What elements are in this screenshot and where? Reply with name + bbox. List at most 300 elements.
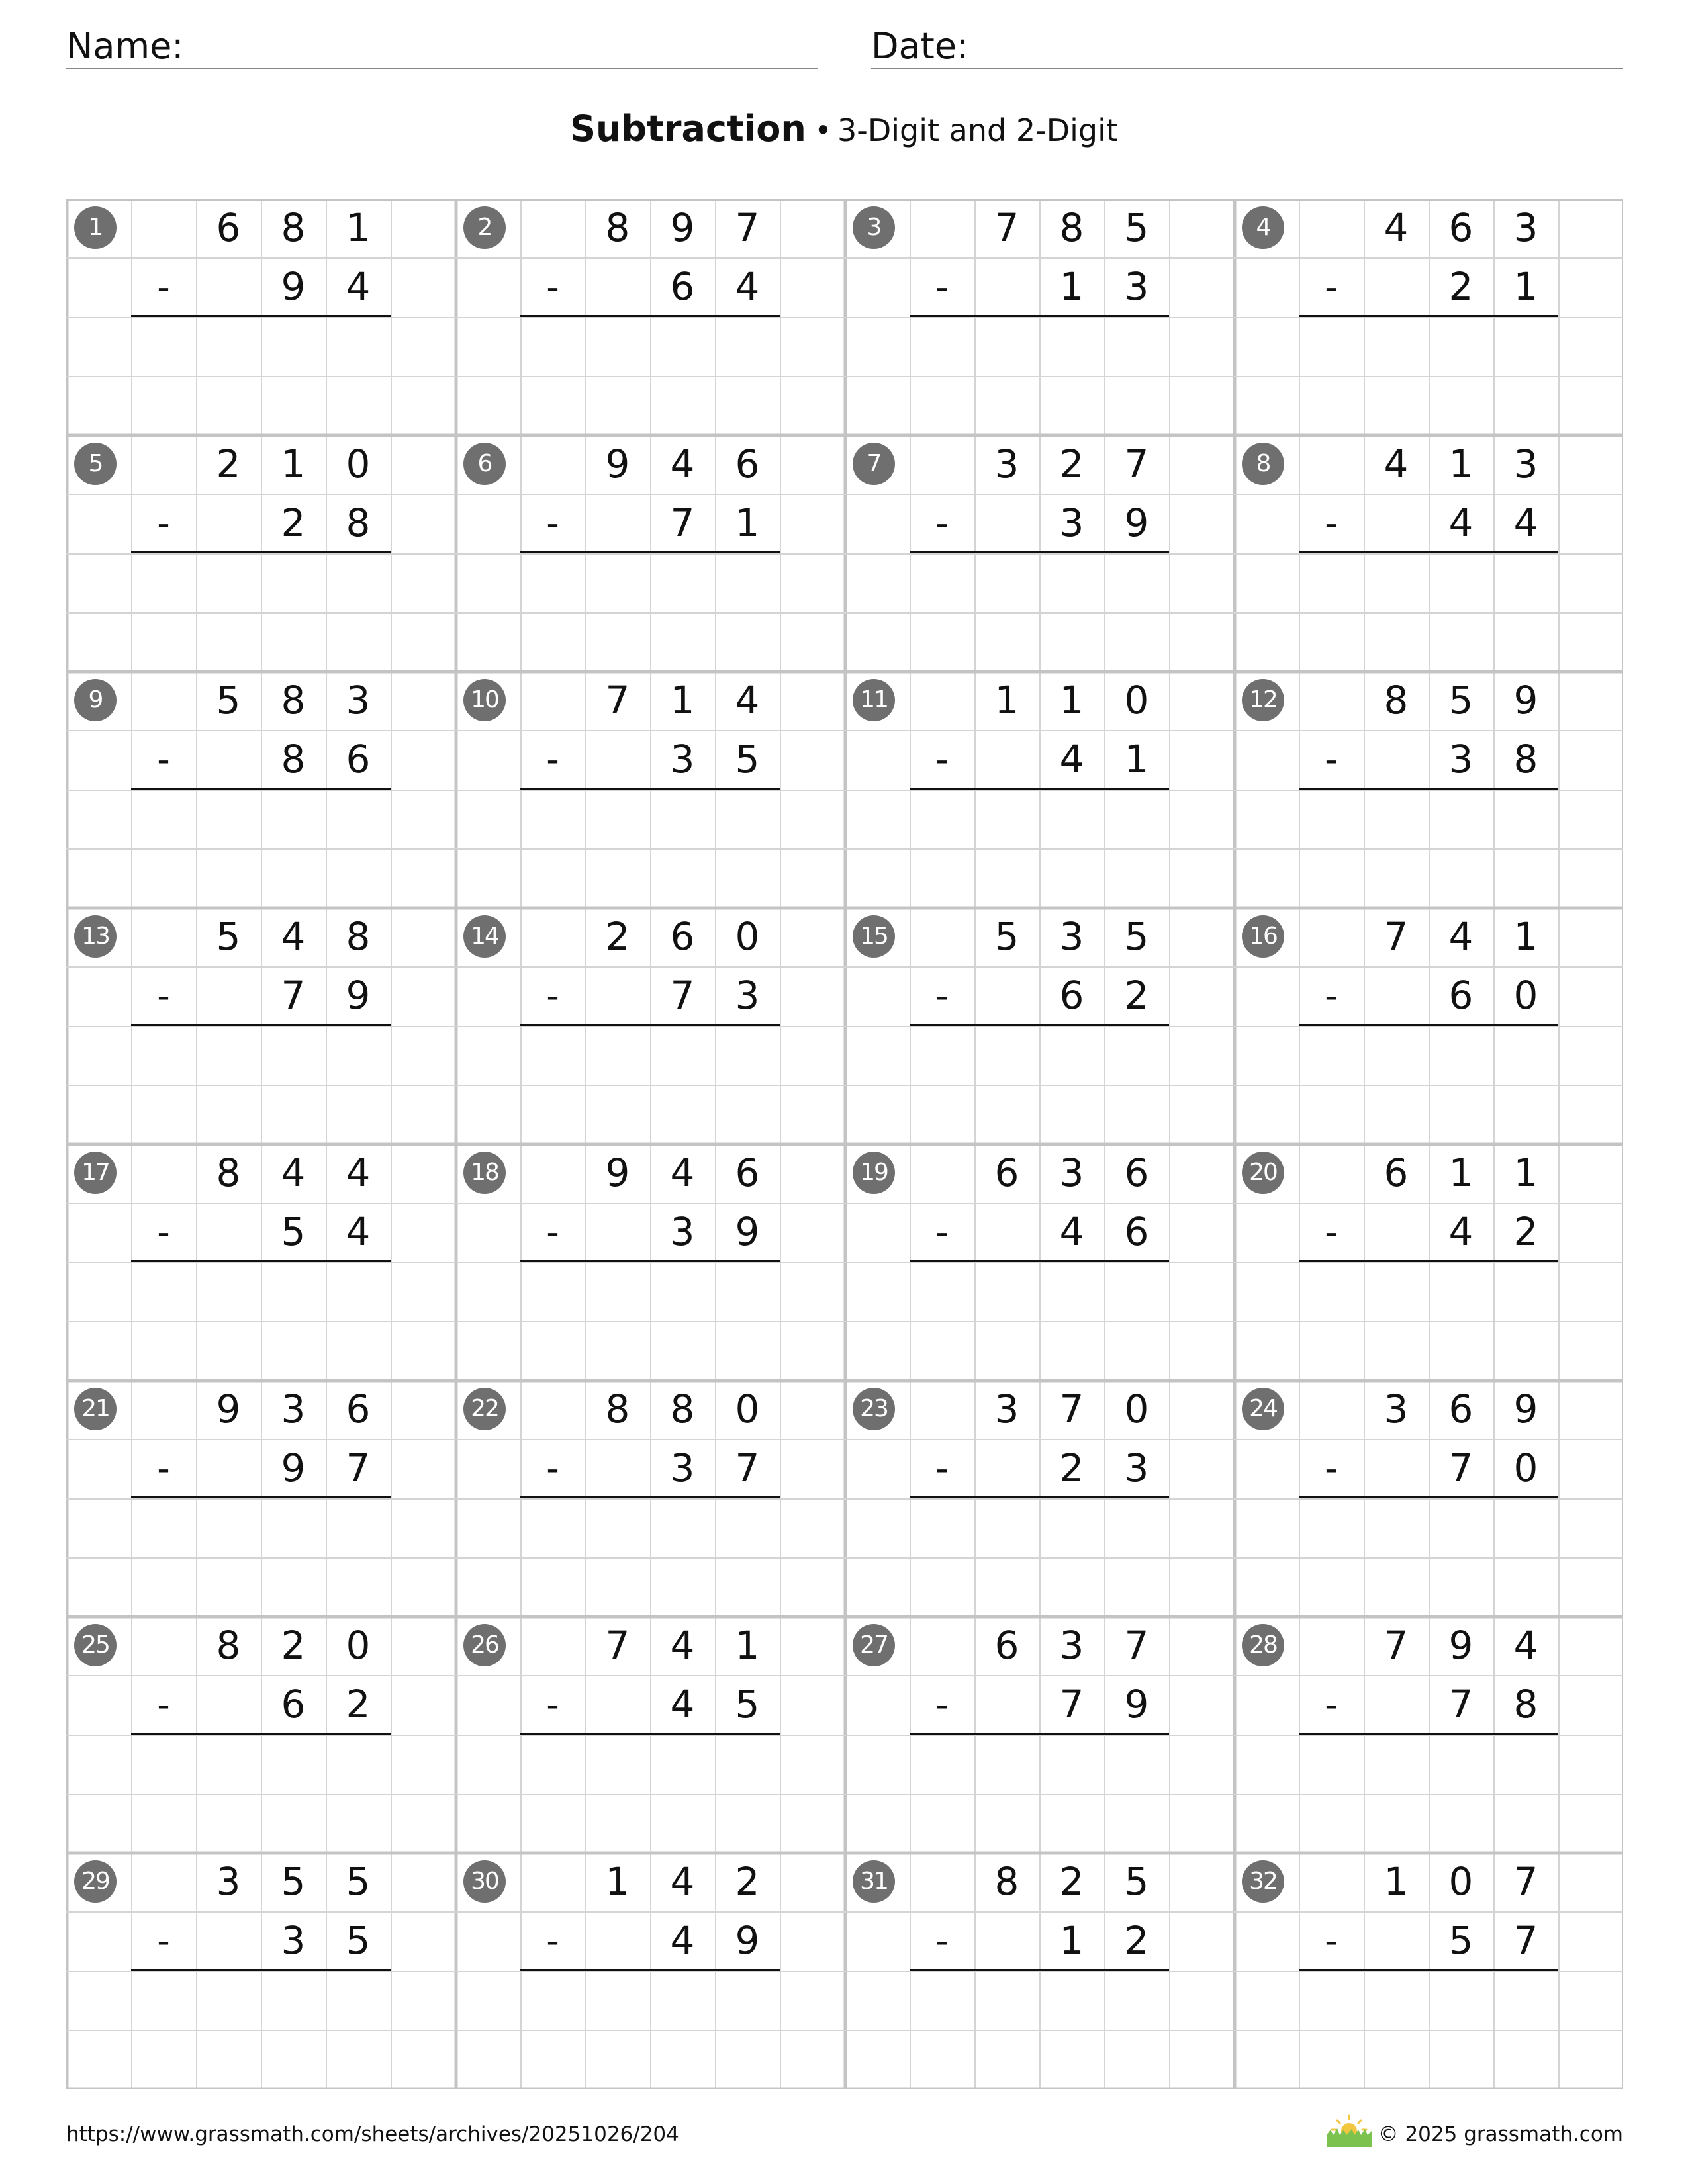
subtrahend-digit: 5 [735, 1682, 760, 1727]
problem-number-badge: 22 [463, 1388, 506, 1430]
minuend-digit: 3 [346, 678, 371, 723]
problem-18 [455, 1144, 845, 1380]
subtrahend-digit: 4 [1059, 737, 1084, 782]
minuend-digit: 8 [605, 205, 630, 250]
minuend-digit: 2 [605, 914, 630, 959]
minuend-digit: 7 [1124, 1623, 1149, 1668]
subtrahend-digit: 3 [735, 973, 760, 1018]
minuend-digit: 1 [1059, 678, 1084, 723]
answer-area[interactable] [520, 1262, 780, 1381]
problem-number-badge: 17 [74, 1152, 117, 1194]
subtrahend-digit: 3 [670, 737, 695, 782]
minuend-digit: 4 [281, 1150, 306, 1195]
minus-sign: - [157, 1447, 170, 1489]
problem-number-badge: 18 [463, 1152, 506, 1194]
name-label: Name: [66, 25, 184, 67]
problem-1 [66, 199, 455, 435]
problem-number-badge: 2 [463, 206, 506, 249]
answer-area[interactable] [910, 790, 1169, 908]
subtrahend-digit: 4 [1059, 1209, 1084, 1254]
subtrahend-digit: 3 [281, 1918, 306, 1963]
problem-number-badge: 32 [1242, 1860, 1284, 1903]
problem-7 [845, 435, 1234, 671]
minuend-digit: 1 [605, 1859, 630, 1904]
answer-area[interactable] [910, 317, 1169, 435]
subtrahend-digit: 2 [346, 1682, 371, 1727]
answer-area[interactable] [520, 1498, 780, 1617]
minus-sign: - [157, 975, 170, 1017]
footer-copyright: © 2025 grassmath.com [1378, 2122, 1623, 2146]
subtrahend-digit: 2 [1513, 1209, 1538, 1254]
problem-number-badge: 8 [1242, 443, 1284, 485]
subtrahend-digit: 6 [670, 264, 695, 309]
problem-14 [455, 907, 845, 1144]
date-field-line[interactable] [871, 68, 1623, 69]
answer-area[interactable] [1299, 1735, 1558, 1853]
problem-number-badge: 6 [463, 443, 506, 485]
answer-area[interactable] [910, 1262, 1169, 1381]
problem-number-badge: 25 [74, 1624, 117, 1666]
answer-area[interactable] [131, 317, 391, 435]
answer-area[interactable] [910, 1971, 1169, 2089]
minuend-digit: 9 [1513, 678, 1538, 723]
worksheet-grid [66, 199, 1623, 2089]
answer-area[interactable] [131, 1498, 391, 1617]
minuend-digit: 9 [216, 1387, 241, 1432]
subtrahend-digit: 4 [1448, 500, 1474, 545]
subtrahend-digit: 9 [735, 1918, 760, 1963]
minuend-digit: 9 [1513, 1387, 1538, 1432]
minus-sign: - [1325, 266, 1338, 308]
minus-sign: - [935, 1920, 949, 1962]
minus-sign: - [546, 266, 559, 308]
subtrahend-digit: 4 [346, 1209, 371, 1254]
subtrahend-digit: 7 [281, 973, 306, 1018]
problem-10 [455, 671, 845, 907]
minuend-digit: 8 [216, 1623, 241, 1668]
minuend-digit: 8 [216, 1150, 241, 1195]
minus-sign: - [1325, 739, 1338, 780]
minuend-digit: 7 [1383, 914, 1409, 959]
problem-24 [1234, 1380, 1623, 1616]
problem-30 [455, 1852, 845, 2089]
problem-3 [845, 199, 1234, 435]
subtrahend-digit: 2 [1124, 973, 1149, 1018]
minus-sign: - [157, 266, 170, 308]
subtrahend-digit: 3 [670, 1445, 695, 1490]
problem-number-badge: 5 [74, 443, 117, 485]
minus-sign: - [1325, 1920, 1338, 1962]
problem-32 [1234, 1852, 1623, 2089]
minuend-digit: 2 [1059, 441, 1084, 486]
minuend-digit: 9 [605, 1150, 630, 1195]
answer-area[interactable] [910, 1735, 1169, 1853]
footer-url: https://www.grassmath.com/sheets/archives/20251026/204 [66, 2122, 679, 2146]
minuend-digit: 9 [605, 441, 630, 486]
subtrahend-digit: 2 [1448, 264, 1474, 309]
minuend-digit: 9 [1448, 1623, 1474, 1668]
problem-16 [1234, 907, 1623, 1144]
minus-sign: - [1325, 1684, 1338, 1725]
subtrahend-digit: 4 [735, 264, 760, 309]
minuend-digit: 5 [1124, 205, 1149, 250]
minuend-digit: 0 [1448, 1859, 1474, 1904]
answer-area[interactable] [1299, 1026, 1558, 1144]
problem-number-badge: 3 [853, 206, 895, 249]
answer-area[interactable] [1299, 1971, 1558, 2089]
problem-27 [845, 1616, 1234, 1852]
subtrahend-digit: 1 [1513, 264, 1538, 309]
minus-sign: - [1325, 1211, 1338, 1253]
problem-number-badge: 24 [1242, 1388, 1284, 1430]
minuend-digit: 9 [670, 205, 695, 250]
subtrahend-digit: 0 [1513, 1445, 1538, 1490]
minuend-digit: 4 [281, 914, 306, 959]
subtrahend-digit: 4 [670, 1918, 695, 1963]
subtrahend-digit: 5 [735, 737, 760, 782]
minuend-digit: 5 [1124, 914, 1149, 959]
minuend-digit: 8 [994, 1859, 1019, 1904]
answer-area[interactable] [131, 1262, 391, 1381]
subtrahend-digit: 3 [1124, 264, 1149, 309]
problem-number-badge: 15 [853, 915, 895, 958]
subtrahend-digit: 9 [735, 1209, 760, 1254]
minuend-digit: 0 [1124, 1387, 1149, 1432]
subtrahend-digit: 3 [1448, 737, 1474, 782]
problem-17 [66, 1144, 455, 1380]
minuend-digit: 3 [1059, 1623, 1084, 1668]
minus-sign: - [1325, 1447, 1338, 1489]
minuend-digit: 8 [1383, 678, 1409, 723]
subtrahend-digit: 3 [1059, 500, 1084, 545]
minuend-digit: 3 [216, 1859, 241, 1904]
problem-number-badge: 19 [853, 1152, 895, 1194]
subtrahend-digit: 4 [1448, 1209, 1474, 1254]
minuend-digit: 1 [670, 678, 695, 723]
minuend-digit: 1 [346, 205, 371, 250]
minuend-digit: 8 [346, 914, 371, 959]
answer-area[interactable] [910, 1498, 1169, 1617]
minuend-digit: 7 [1124, 441, 1149, 486]
subtrahend-digit: 5 [281, 1209, 306, 1254]
problem-29 [66, 1852, 455, 2089]
minuend-digit: 1 [1513, 1150, 1538, 1195]
problem-number-badge: 7 [853, 443, 895, 485]
answer-area[interactable] [910, 1026, 1169, 1144]
answer-area[interactable] [520, 790, 780, 908]
problem-26 [455, 1616, 845, 1852]
answer-area[interactable] [131, 1735, 391, 1853]
problem-number-badge: 23 [853, 1388, 895, 1430]
minuend-digit: 4 [735, 678, 760, 723]
minuend-digit: 6 [994, 1150, 1019, 1195]
minuend-digit: 3 [1383, 1387, 1409, 1432]
minuend-digit: 0 [1124, 678, 1149, 723]
minus-sign: - [935, 1211, 949, 1253]
problem-number-badge: 20 [1242, 1152, 1284, 1194]
minuend-digit: 7 [605, 678, 630, 723]
problem-23 [845, 1380, 1234, 1616]
subtrahend-digit: 4 [346, 264, 371, 309]
minuend-digit: 5 [1124, 1859, 1149, 1904]
answer-area[interactable] [520, 553, 780, 672]
subtrahend-digit: 9 [1124, 1682, 1149, 1727]
minuend-digit: 3 [1059, 1150, 1084, 1195]
minuend-digit: 7 [1383, 1623, 1409, 1668]
minus-sign: - [935, 502, 949, 544]
minuend-digit: 6 [1124, 1150, 1149, 1195]
answer-area[interactable] [1299, 1262, 1558, 1381]
subtrahend-digit: 8 [346, 500, 371, 545]
date-label: Date: [871, 25, 969, 67]
answer-area[interactable] [131, 553, 391, 672]
problem-12 [1234, 671, 1623, 907]
problem-number-badge: 10 [463, 679, 506, 721]
title-main: Subtraction [570, 108, 806, 150]
problem-13 [66, 907, 455, 1144]
minuend-digit: 0 [346, 1623, 371, 1668]
minus-sign: - [546, 1684, 559, 1725]
subtrahend-digit: 6 [1059, 973, 1084, 1018]
answer-area[interactable] [1299, 553, 1558, 672]
subtrahend-digit: 0 [1513, 973, 1538, 1018]
minuend-digit: 3 [994, 1387, 1019, 1432]
minuend-digit: 5 [346, 1859, 371, 1904]
subtrahend-digit: 7 [1448, 1445, 1474, 1490]
minuend-digit: 3 [1059, 914, 1084, 959]
name-field-line[interactable] [66, 68, 818, 69]
minuend-digit: 1 [1513, 914, 1538, 959]
subtrahend-digit: 1 [1059, 1918, 1084, 1963]
minuend-digit: 6 [735, 1150, 760, 1195]
minuend-digit: 2 [281, 1623, 306, 1668]
problem-number-badge: 9 [74, 679, 117, 721]
minuend-digit: 3 [1513, 441, 1538, 486]
minuend-digit: 4 [1383, 205, 1409, 250]
subtrahend-digit: 8 [1513, 737, 1538, 782]
problem-number-badge: 31 [853, 1860, 895, 1903]
subtrahend-digit: 7 [670, 500, 695, 545]
subtrahend-digit: 6 [1448, 973, 1474, 1018]
minuend-digit: 5 [281, 1859, 306, 1904]
minuend-digit: 5 [1448, 678, 1474, 723]
subtrahend-digit: 2 [1059, 1445, 1084, 1490]
answer-area[interactable] [131, 1971, 391, 2089]
minuend-digit: 4 [346, 1150, 371, 1195]
title-separator: • [814, 113, 832, 148]
minuend-digit: 4 [670, 1150, 695, 1195]
problem-11 [845, 671, 1234, 907]
problem-21 [66, 1380, 455, 1616]
answer-area[interactable] [131, 1026, 391, 1144]
minuend-digit: 3 [994, 441, 1019, 486]
minuend-digit: 4 [1448, 914, 1474, 959]
minuend-digit: 4 [1383, 441, 1409, 486]
minuend-digit: 7 [994, 205, 1019, 250]
minuend-digit: 1 [1383, 1859, 1409, 1904]
minuend-digit: 6 [670, 914, 695, 959]
problem-9 [66, 671, 455, 907]
problem-31 [845, 1852, 1234, 2089]
minus-sign: - [935, 739, 949, 780]
minuend-digit: 5 [216, 914, 241, 959]
answer-area[interactable] [1299, 790, 1558, 908]
subtrahend-digit: 2 [1124, 1918, 1149, 1963]
subtrahend-digit: 3 [1124, 1445, 1149, 1490]
subtrahend-digit: 1 [1059, 264, 1084, 309]
minuend-digit: 1 [1448, 1150, 1474, 1195]
minuend-digit: 5 [994, 914, 1019, 959]
minuend-digit: 1 [281, 441, 306, 486]
subtrahend-digit: 7 [670, 973, 695, 1018]
subtrahend-digit: 6 [1124, 1209, 1149, 1254]
subtrahend-digit: 9 [281, 1445, 306, 1490]
answer-area[interactable] [131, 790, 391, 908]
subtrahend-digit: 9 [1124, 500, 1149, 545]
problem-number-badge: 4 [1242, 206, 1284, 249]
answer-area[interactable] [520, 317, 780, 435]
minus-sign: - [157, 1211, 170, 1253]
minus-sign: - [157, 739, 170, 780]
minus-sign: - [546, 975, 559, 1017]
subtrahend-digit: 1 [1124, 737, 1149, 782]
subtrahend-digit: 7 [1513, 1918, 1538, 1963]
minuend-digit: 6 [735, 441, 760, 486]
problem-4 [1234, 199, 1623, 435]
problem-number-badge: 1 [74, 206, 117, 249]
minuend-digit: 3 [281, 1387, 306, 1432]
problem-number-badge: 27 [853, 1624, 895, 1666]
problem-number-badge: 13 [74, 915, 117, 958]
minuend-digit: 4 [670, 441, 695, 486]
minuend-digit: 7 [605, 1623, 630, 1668]
minuend-digit: 6 [346, 1387, 371, 1432]
problem-8 [1234, 435, 1623, 671]
page-title [0, 106, 1688, 161]
problem-5 [66, 435, 455, 671]
minus-sign: - [546, 1920, 559, 1962]
subtrahend-digit: 6 [346, 737, 371, 782]
subtrahend-digit: 2 [281, 500, 306, 545]
subtrahend-digit: 4 [670, 1682, 695, 1727]
minuend-digit: 2 [735, 1859, 760, 1904]
minuend-digit: 6 [1448, 1387, 1474, 1432]
minuend-digit: 0 [735, 1387, 760, 1432]
minus-sign: - [935, 266, 949, 308]
subtrahend-digit: 3 [670, 1209, 695, 1254]
problem-15 [845, 907, 1234, 1144]
minus-sign: - [546, 1211, 559, 1253]
answer-area[interactable] [1299, 317, 1558, 435]
title-subtitle: 3-Digit and 2-Digit [837, 113, 1118, 148]
minuend-digit: 0 [735, 914, 760, 959]
answer-area[interactable] [910, 553, 1169, 672]
minuend-digit: 5 [216, 678, 241, 723]
minus-sign: - [546, 1447, 559, 1489]
subtrahend-digit: 7 [346, 1445, 371, 1490]
minuend-digit: 4 [670, 1623, 695, 1668]
minuend-digit: 3 [1513, 205, 1538, 250]
minus-sign: - [157, 502, 170, 544]
subtrahend-digit: 5 [1448, 1918, 1474, 1963]
minus-sign: - [935, 1447, 949, 1489]
minus-sign: - [935, 975, 949, 1017]
problem-number-badge: 14 [463, 915, 506, 958]
minuend-digit: 4 [1513, 1623, 1538, 1668]
subtrahend-digit: 9 [346, 973, 371, 1018]
minuend-digit: 8 [281, 205, 306, 250]
minuend-digit: 7 [1513, 1859, 1538, 1904]
subtrahend-digit: 7 [1059, 1682, 1084, 1727]
answer-area[interactable] [520, 1971, 780, 2089]
minuend-digit: 6 [1383, 1150, 1409, 1195]
subtrahend-digit: 8 [1513, 1682, 1538, 1727]
problem-number-badge: 28 [1242, 1624, 1284, 1666]
minuend-digit: 7 [1059, 1387, 1084, 1432]
minuend-digit: 8 [281, 678, 306, 723]
subtrahend-digit: 5 [346, 1918, 371, 1963]
minuend-digit: 8 [605, 1387, 630, 1432]
problem-19 [845, 1144, 1234, 1380]
minuend-digit: 2 [1059, 1859, 1084, 1904]
minuend-digit: 6 [994, 1623, 1019, 1668]
problem-28 [1234, 1616, 1623, 1852]
minus-sign: - [935, 1684, 949, 1725]
minuend-digit: 1 [994, 678, 1019, 723]
minuend-digit: 0 [346, 441, 371, 486]
problem-25 [66, 1616, 455, 1852]
problem-number-badge: 29 [74, 1860, 117, 1903]
minus-sign: - [546, 739, 559, 780]
minus-sign: - [1325, 975, 1338, 1017]
minuend-digit: 1 [1448, 441, 1474, 486]
minuend-digit: 6 [216, 205, 241, 250]
problem-number-badge: 30 [463, 1860, 506, 1903]
subtrahend-digit: 1 [735, 500, 760, 545]
minuend-digit: 4 [670, 1859, 695, 1904]
minuend-digit: 6 [1448, 205, 1474, 250]
minus-sign: - [546, 502, 559, 544]
answer-area[interactable] [520, 1735, 780, 1853]
problem-number-badge: 26 [463, 1624, 506, 1666]
answer-area[interactable] [520, 1026, 780, 1144]
problem-20 [1234, 1144, 1623, 1380]
subtrahend-digit: 8 [281, 737, 306, 782]
subtrahend-digit: 7 [735, 1445, 760, 1490]
minuend-digit: 8 [1059, 205, 1084, 250]
minuend-digit: 7 [735, 205, 760, 250]
problem-6 [455, 435, 845, 671]
subtrahend-digit: 9 [281, 264, 306, 309]
minuend-digit: 8 [670, 1387, 695, 1432]
answer-area[interactable] [1299, 1498, 1558, 1617]
minuend-digit: 1 [735, 1623, 760, 1668]
problem-22 [455, 1380, 845, 1616]
problem-number-badge: 12 [1242, 679, 1284, 721]
subtrahend-digit: 7 [1448, 1682, 1474, 1727]
problem-number-badge: 21 [74, 1388, 117, 1430]
minus-sign: - [1325, 502, 1338, 544]
grass-sun-logo-icon [1324, 2111, 1374, 2148]
problem-number-badge: 16 [1242, 915, 1284, 958]
problem-number-badge: 11 [853, 679, 895, 721]
minus-sign: - [157, 1684, 170, 1725]
subtrahend-digit: 4 [1513, 500, 1538, 545]
minuend-digit: 2 [216, 441, 241, 486]
minus-sign: - [157, 1920, 170, 1962]
problem-2 [455, 199, 845, 435]
subtrahend-digit: 6 [281, 1682, 306, 1727]
